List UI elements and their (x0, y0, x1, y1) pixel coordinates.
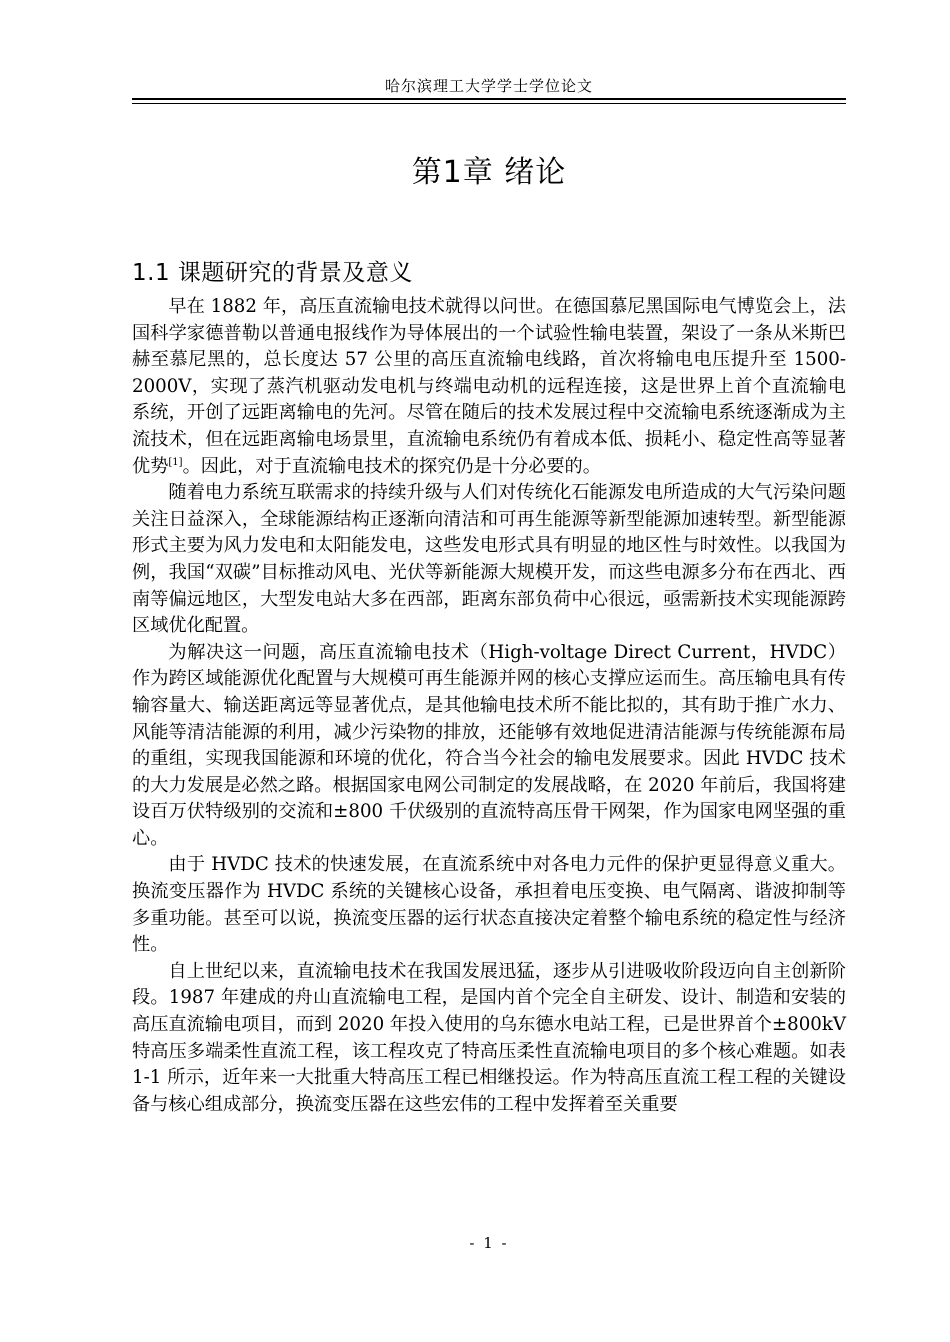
header-rule-thick (132, 98, 846, 100)
paragraph-1-text: 早在 1882 年，高压直流输电技术就得以问世。在德国慕尼黑国际电气博览会上，法国科学家德普勒以普通电报线作为导体展出的一个试验性输电装置，架设了一条从米斯巴赫至慕尼黑的，总长度达 57 公里的高压直流输电线路，首次将输电电压提升至 1500-2000V，实现了蒸汽机驱动发电机与终端电动机的远程连接，这是世界上首个直流输电系统，开创了远距离输电的先河。尽管在随后的技术发展过程中交流输电系统逐渐成为主流技术，但在远距离输电场景里，直流输电系统仍有着成本低、损耗小、稳定性高等显著优势 (132, 296, 846, 477)
paragraph-1-text-end: 。因此，对于直流输电技术的探究仍是十分必要的。 (182, 455, 601, 477)
header-rule-thin (132, 103, 846, 104)
body-text (132, 294, 846, 1118)
chapter-title: 第1章 绪论 (411, 155, 567, 190)
citation-ref: [1] (168, 456, 183, 468)
page-number: - 1 - (469, 1234, 509, 1252)
section-title: 1.1 课题研究的背景及意义 (132, 260, 413, 286)
paragraph-3: 为解决这一问题，高压直流输电技术（High-voltage Direct Current，HVDC）作为跨区域能源优化配置与大规模可再生能源并网的核心支撑应运而生。高压输电具有传输容量大、输送距离远等显著优点，是其他输电技术所不能比拟的，其有助于推广水力、风能等清洁能源的利用，减少污染物的排放，还能够有效地促进清洁能源与传统能源布局的重组，实现我国能源和环境的优化，符合当今社会的输电发展要求。因此 HVDC 技术的大力发展是必然之路。根据国家电网公司制定的发展战略，在 2020 年前后，我国将建设百万伏特级别的交流和±800 千伏级别的直流特高压骨干网架，作为国家电网坚强的重心。 (132, 641, 846, 849)
running-header: 哈尔滨理工大学学士学位论文 (384, 77, 593, 95)
paragraph-2: 随着电力系统互联需求的持续升级与人们对传统化石能源发电所造成的大气污染问题关注日益深入，全球能源结构正逐渐向清洁和可再生能源等新型能源加速转型。新型能源形式主要为风力发电和太阳能发电，这些发电形式具有明显的地区性与时效性。以我国为例，我国“双碳”目标推动风电、光伏等新能源大规模开发，而这些电源多分布在西北、西南等偏远地区，大型发电站大多在西部，距离东部负荷中心很远，亟需新技术实现能源跨区域优化配置。 (132, 482, 846, 637)
paragraph-1 (132, 294, 846, 480)
paragraph-5: 自上世纪以来，直流输电技术在我国发展迅猛，逐步从引进吸收阶段迈向自主创新阶段。1987 年建成的舟山直流输电工程，是国内首个完全自主研发、设计、制造和安装的高压直流输电项目，而到 2020 年投入使用的乌东德水电站工程，已是世界首个±800kV 特高压多端柔性直流工程，该工程攻克了特高压柔性直流输电项目的多个核心难题。如表 1-1 所示，近年来一大批重大特高压工程已相继投运。作为特高压直流工程工程的关键设备与核心组成部分，换流变压器在这些宏伟的工程中发挥着至关重要 (132, 960, 846, 1115)
paragraph-4: 由于 HVDC 技术的快速发展，在直流系统中对各电力元件的保护更显得意义重大。换流变压器作为 HVDC 系统的关键核心设备，承担着电压变换、电气隔离、谐波抑制等多重功能。甚至可以说，换流变压器的运行状态直接决定着整个输电系统的稳定性与经济性。 (132, 854, 846, 956)
